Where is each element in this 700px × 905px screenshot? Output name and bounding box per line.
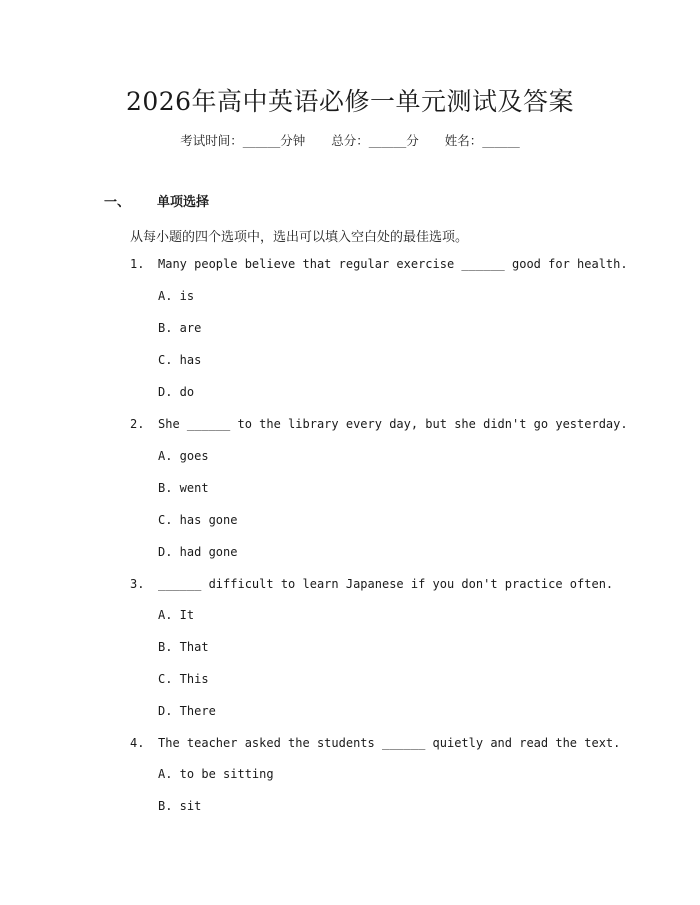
question-number: 4. bbox=[130, 736, 145, 750]
answer-option: C. has bbox=[158, 353, 202, 367]
answer-option: D. had gone bbox=[158, 545, 238, 559]
question-text: The teacher asked the students ______ quietly and read the text. bbox=[158, 736, 621, 750]
section-title: 单项选择 bbox=[157, 195, 210, 210]
section-number: 一、 bbox=[104, 195, 131, 210]
answer-option: C. This bbox=[158, 672, 209, 686]
question-text: Many people believe that regular exercise ______ good for health. bbox=[158, 257, 628, 271]
question-number: 1. bbox=[130, 257, 145, 271]
answer-option: D. do bbox=[158, 385, 195, 399]
instruction-text: 从每小题的四个选项中，选出可以填入空白处的最佳选项。 bbox=[130, 230, 469, 245]
page-title: 2026年高中英语必修一单元测试及答案 bbox=[125, 87, 575, 116]
question-number: 3. bbox=[130, 577, 145, 591]
answer-option: A. to be sitting bbox=[158, 767, 274, 781]
answer-option: A. is bbox=[158, 289, 195, 303]
question-text: She ______ to the library every day, but she didn't go yesterday. bbox=[158, 417, 628, 431]
answer-option: B. sit bbox=[158, 799, 202, 813]
section-heading bbox=[104, 191, 209, 210]
answer-option: B. are bbox=[158, 321, 202, 335]
answer-option: A. goes bbox=[158, 449, 209, 463]
exam-meta bbox=[0, 131, 700, 149]
question-text: ______ difficult to learn Japanese if you don't practice often. bbox=[158, 577, 614, 591]
answer-option: B. That bbox=[158, 640, 209, 654]
answer-option: A. It bbox=[158, 608, 195, 622]
exam-score: 总分：______分 bbox=[331, 133, 419, 148]
question-number: 2. bbox=[130, 417, 145, 431]
answer-option: B. went bbox=[158, 481, 209, 495]
exam-name: 姓名：______ bbox=[444, 133, 520, 148]
exam-time: 考试时间：______分钟 bbox=[180, 133, 306, 148]
answer-option: C. has gone bbox=[158, 513, 238, 527]
answer-option: D. There bbox=[158, 704, 216, 718]
